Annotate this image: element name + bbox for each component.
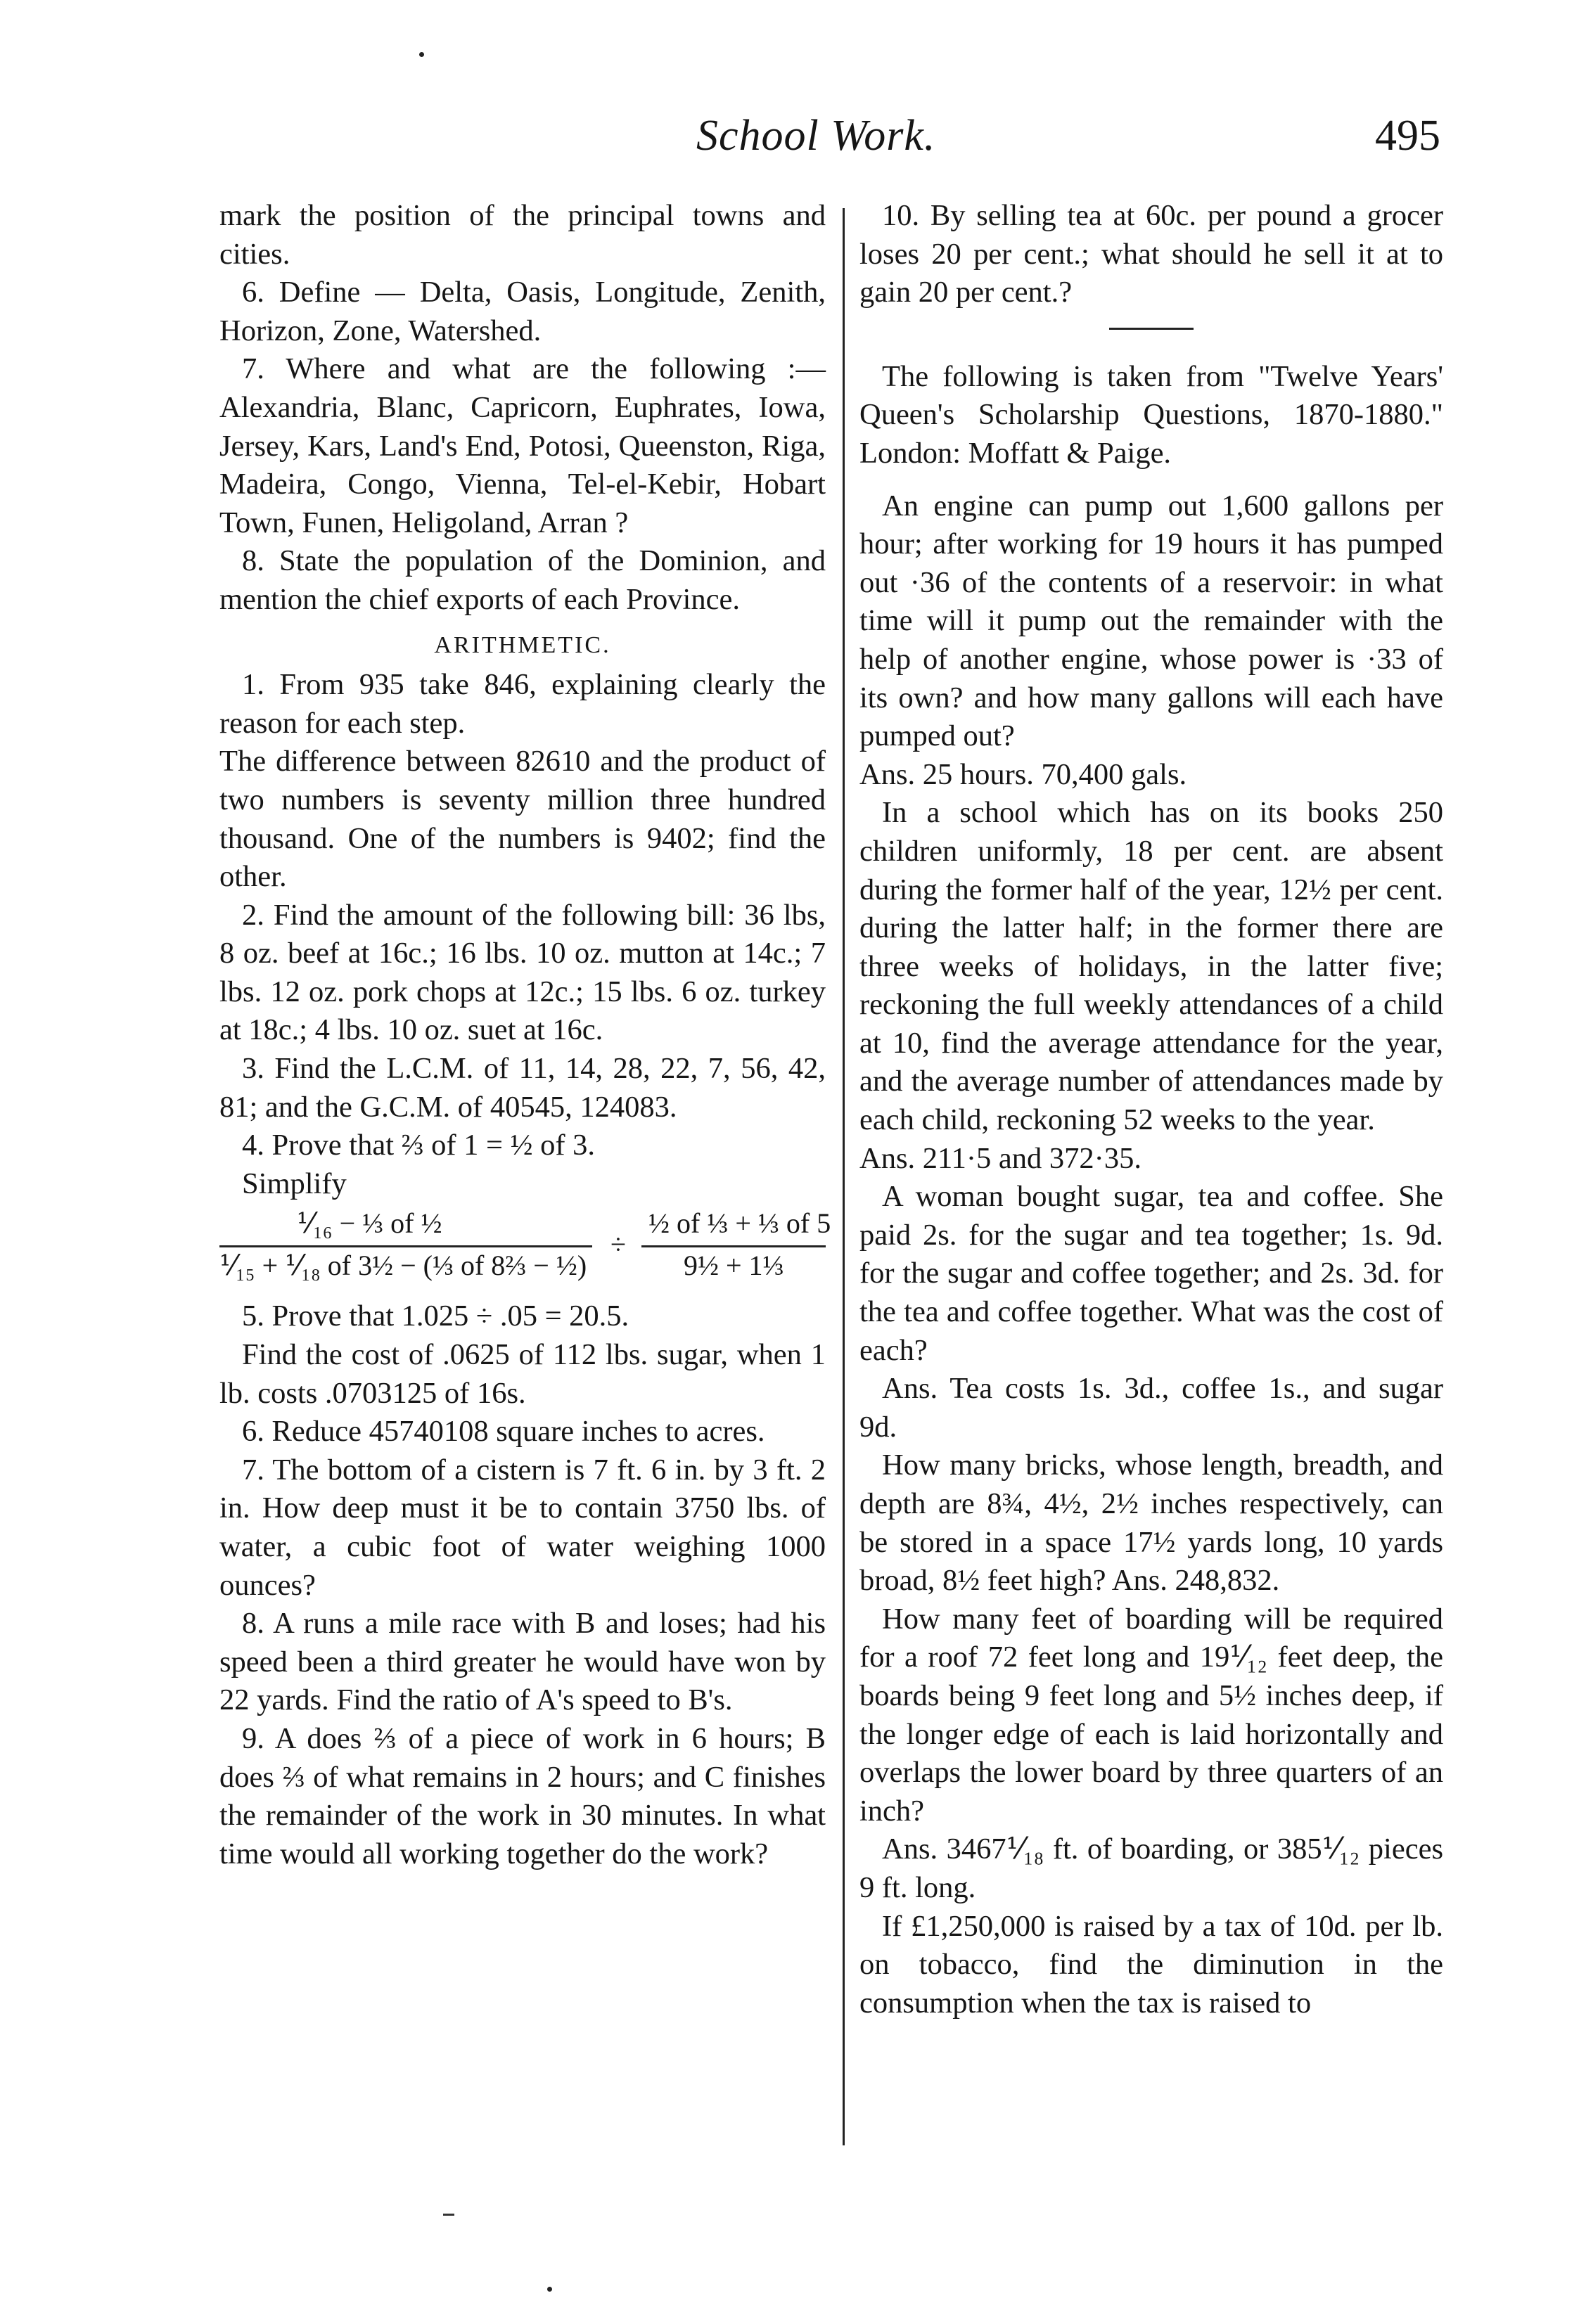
section-heading-arithmetic: ARITHMETIC. xyxy=(434,631,611,658)
page-speck xyxy=(547,2287,552,2292)
question-arithmetic-7: 7. The bottom of a cistern is 7 ft. 6 in. by 3 ft. 2 in. How deep must it be to contain 3750 lbs. of water, a cubic foot of water weighing 1000 ounces? xyxy=(219,1453,826,1602)
problem-school-attendance: In a school which has on its books 250 children uniformly, 18 per cent. are absent during the former half of the year, 12½ per cent. during the latter half; in the former there are three weeks of holidays, in the latter five; reckoning the full weekly attendances of a child at 10, find the average attendance for the year, and the average number of attendances made by each child, reckoning 52 weeks to the year. xyxy=(859,796,1443,1137)
fraction-numerator-2: ½ of ⅓ + ⅓ of 5 xyxy=(648,1207,831,1240)
problem-tobacco-tax: If £1,250,000 is raised by a tax of 10d. per lb. on tobacco, find the diminution in the consumption when the tax is raised to xyxy=(859,1909,1443,2020)
fraction-numerator-1: ⅟₁₆ − ⅓ of ½ xyxy=(297,1207,442,1240)
fraction-denominator-2: 9½ + 1⅓ xyxy=(684,1250,784,1282)
problem-engine: An engine can pump out 1,600 gallons per hour; after working for 19 hours it has pumped out ·36 of the contents of a reservoir: in what time will it pump out the remainder with the help of another engine, whose power is ·33 of its own? and how many gallons will each have pumped out? xyxy=(859,489,1443,753)
question-arithmetic-6: 6. Reduce 45740108 square inches to acres. xyxy=(242,1415,765,1449)
fraction-denominator-1: ⅟₁₅ + ⅟₁₈ of 3½ − (⅓ of 8⅔ − ½) xyxy=(219,1250,587,1282)
problem-bricks: How many bricks, whose length, breadth, and depth are 8¾, 4½, 2½ inches respectively, can be stored in a space 17½ yards long, 10 yards broad, 8½ feet high? Ans. 248,832. xyxy=(859,1449,1443,1598)
problem-sugar-tea-coffee: A woman bought sugar, tea and coffee. She paid 2s. for the sugar and tea together; 1s. 9d. for the sugar and coffee together; and 2s. 3d. for the tea and coffee together. What was the cost of each? xyxy=(859,1180,1443,1367)
column-divider xyxy=(843,208,845,2145)
question-arithmetic-1b: The difference between 82610 and the product of two numbers is seventy million three hundred thousand. One of the numbers is 9402; find the other. xyxy=(219,745,826,894)
question-arithmetic-5b: Find the cost of .0625 of 112 lbs. sugar, when 1 lb. costs .0703125 of 16s. xyxy=(219,1338,826,1410)
right-column xyxy=(859,197,1443,2022)
page-number: 495 xyxy=(1375,112,1440,160)
answer-school-attendance: Ans. 211·5 and 372·35. xyxy=(859,1141,1141,1175)
question-geography-7: 7. Where and what are the following :— Alexandria, Blanc, Capricorn, Euphrates, Iowa, Jersey, Kars, Land's End, Potosi, Queenston, Riga, Madeira, Congo, Vienna, Tel-el-Kebir, Hobart Town, Funen, Heligoland, Arran ? xyxy=(219,352,826,539)
section-rule xyxy=(1109,328,1194,330)
spacer xyxy=(859,473,1443,487)
answer-engine: Ans. 25 hours. 70,400 gals. xyxy=(859,757,1187,791)
question-arithmetic-4: 4. Prove that ⅔ of 1 = ½ of 3. xyxy=(242,1129,596,1162)
question-arithmetic-1: 1. From 935 take 846, explaining clearly the reason for each step. xyxy=(219,668,826,740)
simplify-label: Simplify xyxy=(242,1167,347,1200)
question-arithmetic-3: 3. Find the L.C.M. of 11, 14, 28, 22, 7, 56, 42, 81; and the G.C.M. of 40545, 124083. xyxy=(219,1052,826,1124)
question-arithmetic-2: 2. Find the amount of the following bill: 36 lbs, 8 oz. beef at 16c.; 16 lbs. 10 oz. mutton at 14c.; 7 lbs. 12 oz. pork chops at 12c.; 15 lbs. 6 oz. turkey at 18c.; 4 lbs. 10 oz. suet at 16c. xyxy=(219,898,826,1047)
answer-sugar-tea-coffee: Ans. Tea costs 1s. 3d., coffee 1s., and sugar 9d. xyxy=(859,1372,1443,1444)
paragraph: mark the position of the principal towns and cities. xyxy=(219,199,826,271)
answer-boarding: Ans. 3467⅟₁₈ ft. of boarding, or 385⅟₁₂ pieces 9 ft. long. xyxy=(859,1832,1443,1904)
compound-fraction-expression xyxy=(219,1205,831,1293)
footer-mark xyxy=(443,2214,454,2216)
page-speck xyxy=(419,52,424,57)
division-sign: ÷ xyxy=(610,1228,626,1261)
question-geography-8: 8. State the population of the Dominion, and mention the chief exports of each Province. xyxy=(219,544,826,616)
running-header-title: School Work. xyxy=(696,112,936,160)
problem-boarding: How many feet of boarding will be required for a roof 72 feet long and 19⅟₁₂ feet deep, the boards being 9 feet long and 5½ inches deep, if the longer edge of each is laid horizontally and overlaps the lower board by three quarters of an inch? xyxy=(859,1602,1443,1828)
source-note: The following is taken from "Twelve Years' Queen's Scholarship Questions, 1870-1880." London: Moffatt & Paige. xyxy=(859,359,1443,470)
question-geography-6: 6. Define — Delta, Oasis, Longitude, Zenith, Horizon, Zone, Watershed. xyxy=(219,276,826,347)
question-arithmetic-9: 9. A does ⅔ of a piece of work in 6 hours; B does ⅔ of what remains in 2 hours; and C finishes the remainder of the work in 30 minutes. In what time would all working together do the work? xyxy=(219,1721,826,1870)
question-arithmetic-8: 8. A runs a mile race with B and loses; had his speed been a third greater he would have won by 22 yards. Find the ratio of A's speed to B's. xyxy=(219,1607,826,1717)
left-column xyxy=(219,197,831,1873)
question-arithmetic-10: 10. By selling tea at 60c. per pound a grocer loses 20 per cent.; what should he sell it at to gain 20 per cent.? xyxy=(859,199,1443,309)
question-arithmetic-5: 5. Prove that 1.025 ÷ .05 = 20.5. xyxy=(242,1299,629,1333)
